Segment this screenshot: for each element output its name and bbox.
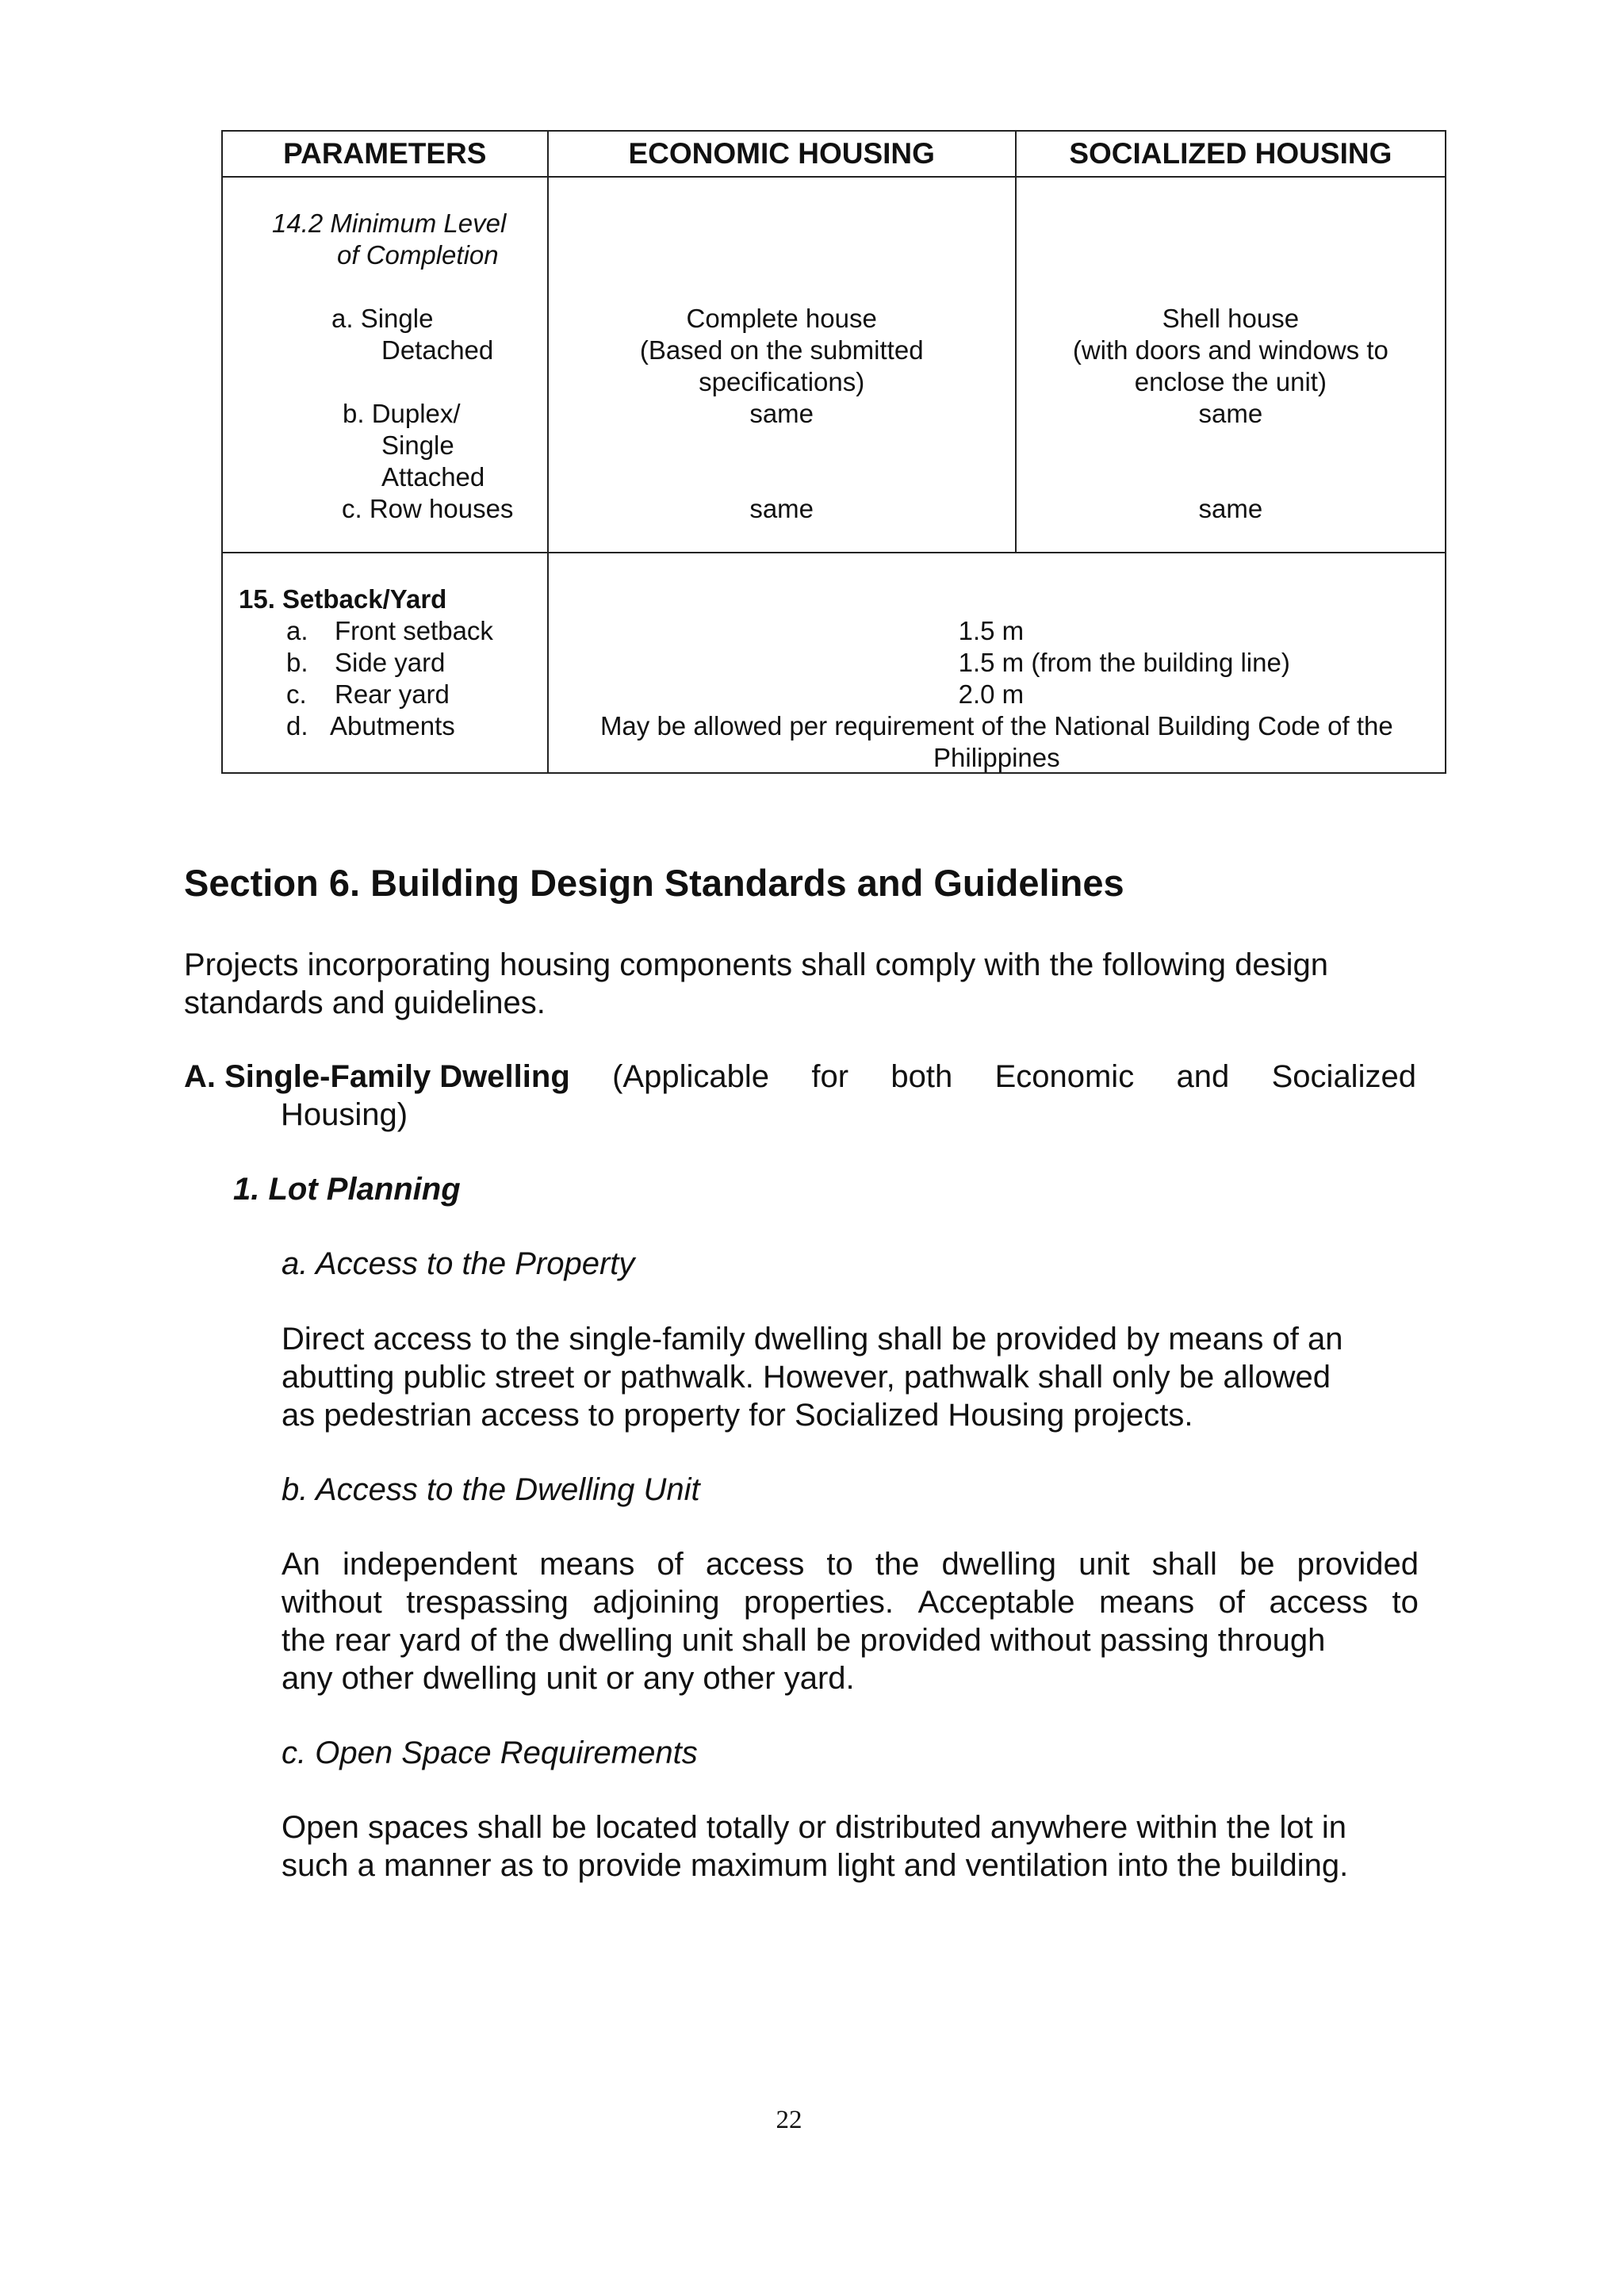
word: properties. (744, 1585, 894, 1620)
soc-a-line1: Shell house (1162, 304, 1300, 333)
access-dwelling-line2 (282, 1583, 1419, 1621)
param-b-line3: Attached (381, 462, 485, 492)
setback-d-value: May be allowed per requirement of the National Building Code of the (599, 711, 1393, 740)
econ-a-line3: specifications) (699, 367, 865, 396)
word: be (1239, 1547, 1275, 1582)
soc-b: same (1198, 399, 1263, 428)
intro-line2: standards and guidelines. (184, 985, 546, 1020)
setback-d-value-cont: Philippines (933, 743, 1060, 772)
section-heading: Section 6. Building Design Standards and Guidelines (184, 862, 1124, 904)
soc-c: same (1198, 494, 1263, 523)
subsection-a-word: (Applicable (612, 1059, 769, 1094)
subsection-a-word: Socialized (1271, 1059, 1416, 1094)
subsection-a-word: and (1176, 1059, 1230, 1094)
table-row-completion (222, 177, 1446, 553)
soc-a-line3: enclose the unit) (1134, 367, 1327, 396)
subsection-a-word: both (891, 1059, 953, 1094)
word: of (657, 1547, 684, 1582)
word: unit (1078, 1547, 1130, 1582)
setback-a-label: Front setback (335, 616, 493, 645)
access-property-line2: abutting public street or pathwalk. However, pathwalk shall only be allowed (282, 1360, 1331, 1395)
param-b-line2: Single (381, 430, 454, 460)
header-socialized-housing: SOCIALIZED HOUSING (1016, 131, 1446, 177)
subsection-a-word: Economic (994, 1059, 1135, 1094)
word: of (1218, 1585, 1245, 1620)
param-c: c. Row houses (342, 494, 514, 523)
access-property-heading: a. Access to the Property (282, 1246, 635, 1281)
econ-a-line2: (Based on the submitted (639, 335, 924, 365)
word: adjoining (592, 1585, 720, 1620)
page-number: 22 (776, 2106, 802, 2134)
lot-planning-heading: 1. Lot Planning (233, 1172, 461, 1207)
open-space-line1: Open spaces shall be located totally or distributed anywhere within the lot in (282, 1810, 1346, 1845)
word: provided (1297, 1547, 1419, 1582)
subsection-a-label: A. (184, 1059, 216, 1094)
header-economic-housing: ECONOMIC HOUSING (548, 131, 1016, 177)
word: trespassing (406, 1585, 569, 1620)
setback-b-label: Side yard (335, 648, 446, 677)
setback-b-letter: b. (286, 648, 308, 677)
econ-b: same (749, 399, 814, 428)
access-dwelling-line3: the rear yard of the dwelling unit shall be provided without passing through (282, 1623, 1326, 1658)
open-space-line2: such a manner as to provide maximum light and ventilation into the building. (282, 1848, 1349, 1883)
access-dwelling-line1 (282, 1545, 1419, 1583)
param-b-line1: b. Duplex/ (343, 399, 461, 428)
word: shall (1151, 1547, 1217, 1582)
cell-setback-values (548, 553, 1446, 773)
cell-setback-params (222, 553, 548, 773)
param-title-line2: of Completion (337, 240, 499, 270)
setback-d-label: Abutments (330, 711, 455, 740)
word: means (539, 1547, 635, 1582)
setback-c-value: 2.0 m (958, 679, 1025, 709)
setback-c-letter: c. (286, 679, 307, 709)
param-a-line1: a. Single (331, 304, 434, 333)
subsection-a-title: Single-Family Dwelling (224, 1059, 570, 1094)
word: An (282, 1547, 320, 1582)
cell-completion-socialized (1016, 177, 1446, 553)
setback-d-letter: d. (286, 711, 308, 740)
econ-c: same (749, 494, 814, 523)
word: access (1269, 1585, 1368, 1620)
econ-a-line1: Complete house (686, 304, 877, 333)
setback-a-value: 1.5 m (958, 616, 1025, 645)
table-header-row (222, 131, 1446, 177)
setback-title: 15. Setback/Yard (239, 584, 447, 614)
open-space-heading: c. Open Space Requirements (282, 1735, 698, 1770)
word: dwelling (941, 1547, 1057, 1582)
table-row-setback (222, 553, 1446, 773)
access-dwelling-heading: b. Access to the Dwelling Unit (282, 1472, 700, 1507)
word: without (282, 1585, 382, 1620)
cell-completion-params (222, 177, 548, 553)
setback-c-label: Rear yard (335, 679, 450, 709)
subsection-a-heading (184, 1058, 1416, 1096)
soc-a-line2: (with doors and windows to (1072, 335, 1388, 365)
cell-completion-economic (548, 177, 1016, 553)
parameters-table (221, 130, 1446, 774)
word: access (705, 1547, 805, 1582)
setback-a-letter: a. (286, 616, 308, 645)
param-a-line2: Detached (381, 335, 494, 365)
word: to (1392, 1585, 1419, 1620)
subsection-a-word: for (811, 1059, 849, 1094)
intro-line1: Projects incorporating housing components shall comply with the following design (184, 947, 1329, 982)
access-dwelling-line4: any other dwelling unit or any other yard. (282, 1661, 855, 1696)
word: independent (343, 1547, 518, 1582)
access-property-line3: as pedestrian access to property for Socialized Housing projects. (282, 1398, 1193, 1433)
setback-b-value: 1.5 m (from the building line) (958, 648, 1290, 677)
param-title-line1: 14.2 Minimum Level (272, 209, 507, 238)
word: means (1099, 1585, 1195, 1620)
word: Acceptable (917, 1585, 1075, 1620)
word: to (826, 1547, 853, 1582)
subsection-a-line2: Housing) (281, 1097, 408, 1132)
word: the (875, 1547, 920, 1582)
access-property-line1: Direct access to the single-family dwelling shall be provided by means of an (282, 1322, 1343, 1357)
header-parameters: PARAMETERS (222, 131, 548, 177)
